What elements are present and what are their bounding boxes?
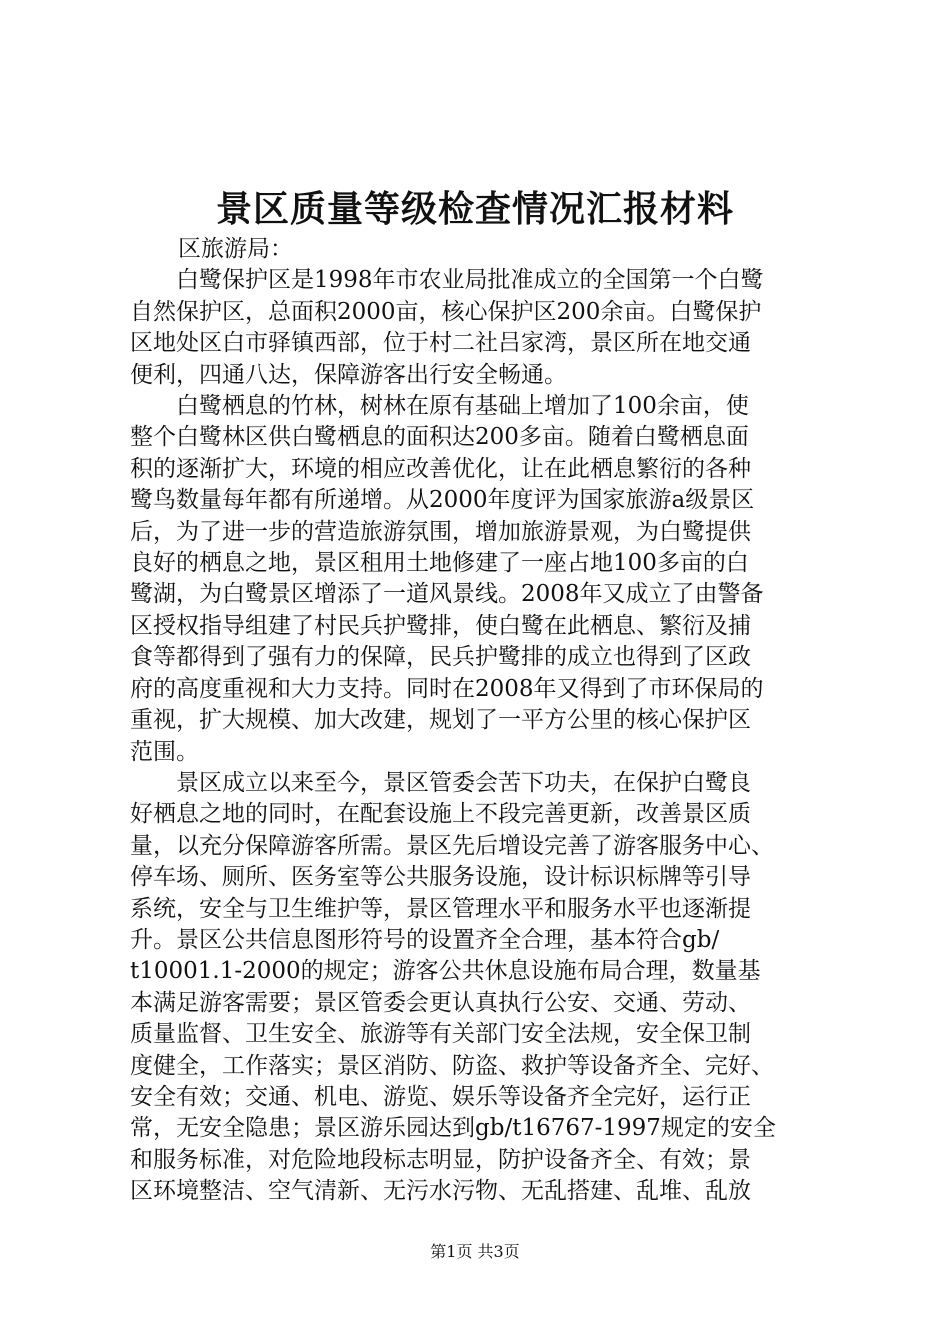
document-title: 景区质量等级检查情况汇报材料 [215, 189, 734, 230]
paragraph-3: 景区成立以来至今，景区管委会苦下功夫，在保护白鹭良 好栖息之地的同时，在配套设施上不段完善更新，改善景区质 量，以充分保障游客所需。景区先后增设完善了游客服务中心、 停车场、厕所、医务室等公共服务设施，设计标识标牌等引导 系统，安全与卫生维护等，景区管理水平和服务水平也逐渐提 升。景区公共信息图形符号的设置齐全合理，基本符合gb/ t10001.1-2000的规定；游客公共休息设施布局合理，数量基 本满足游客需要；景区管委会更认真执行公安、交通、劳动、 质量监督、卫生安全、旅游等有关部门安全法规，安全保卫制 度健全，工作落实；景区消防、防盗、救护等设备齐全、完好、 安全有效；交通、机电、游览、娱乐等设备齐全完好，运行正 常，无安全隐患；景区游乐园达到gb/t16767-1997规定的安全 和服务标准，对危险地段标志明显，防护设备齐全、有效；景 区环境整洁、空气清新、无污水污物、无乱搭建、乱堆、乱放 [130, 769, 776, 1205]
page-footer: 第1页 共3页 [430, 1242, 520, 1261]
document-body [130, 234, 826, 1208]
paragraph-1: 白鹭保护区是1998年市农业局批准成立的全国第一个白鹭 自然保护区，总面积2000亩，核心保护区200余亩。白鹭保护 区地处区白市驿镇西部，位于村二社吕家湾，景区所在地交通 便利，四通八达，保障游客出行安全畅通。 [130, 267, 764, 388]
paragraph-2: 白鹭栖息的竹林，树林在原有基础上增加了100余亩，使 整个白鹭林区供白鹭栖息的面积达200多亩。随着白鹭栖息面 积的逐渐扩大，环境的相应改善优化，让在此栖息繁衍的各种 鹭鸟数量每年都有所递增。从2000年度评为国家旅游a级景区 后，为了进一步的营造旅游氛围，增加旅游景观，为白鹭提供 良好的栖息之地，景区租用土地修建了一座占地100多亩的白 鹭湖，为白鹭景区增添了一道风景线。2008年又成立了由警备 区授权指导组建了村民兵护鹭排，使白鹭在此栖息、繁衍及捕 食等都得到了强有力的保障，民兵护鹭排的成立也得到了区政 府的高度重视和大力支持。同时在2008年又得到了市环保局的 重视，扩大规模、加大改建，规划了一平方公里的核心保护区 范围。 [130, 393, 764, 765]
salutation: 区旅游局： [178, 236, 293, 262]
